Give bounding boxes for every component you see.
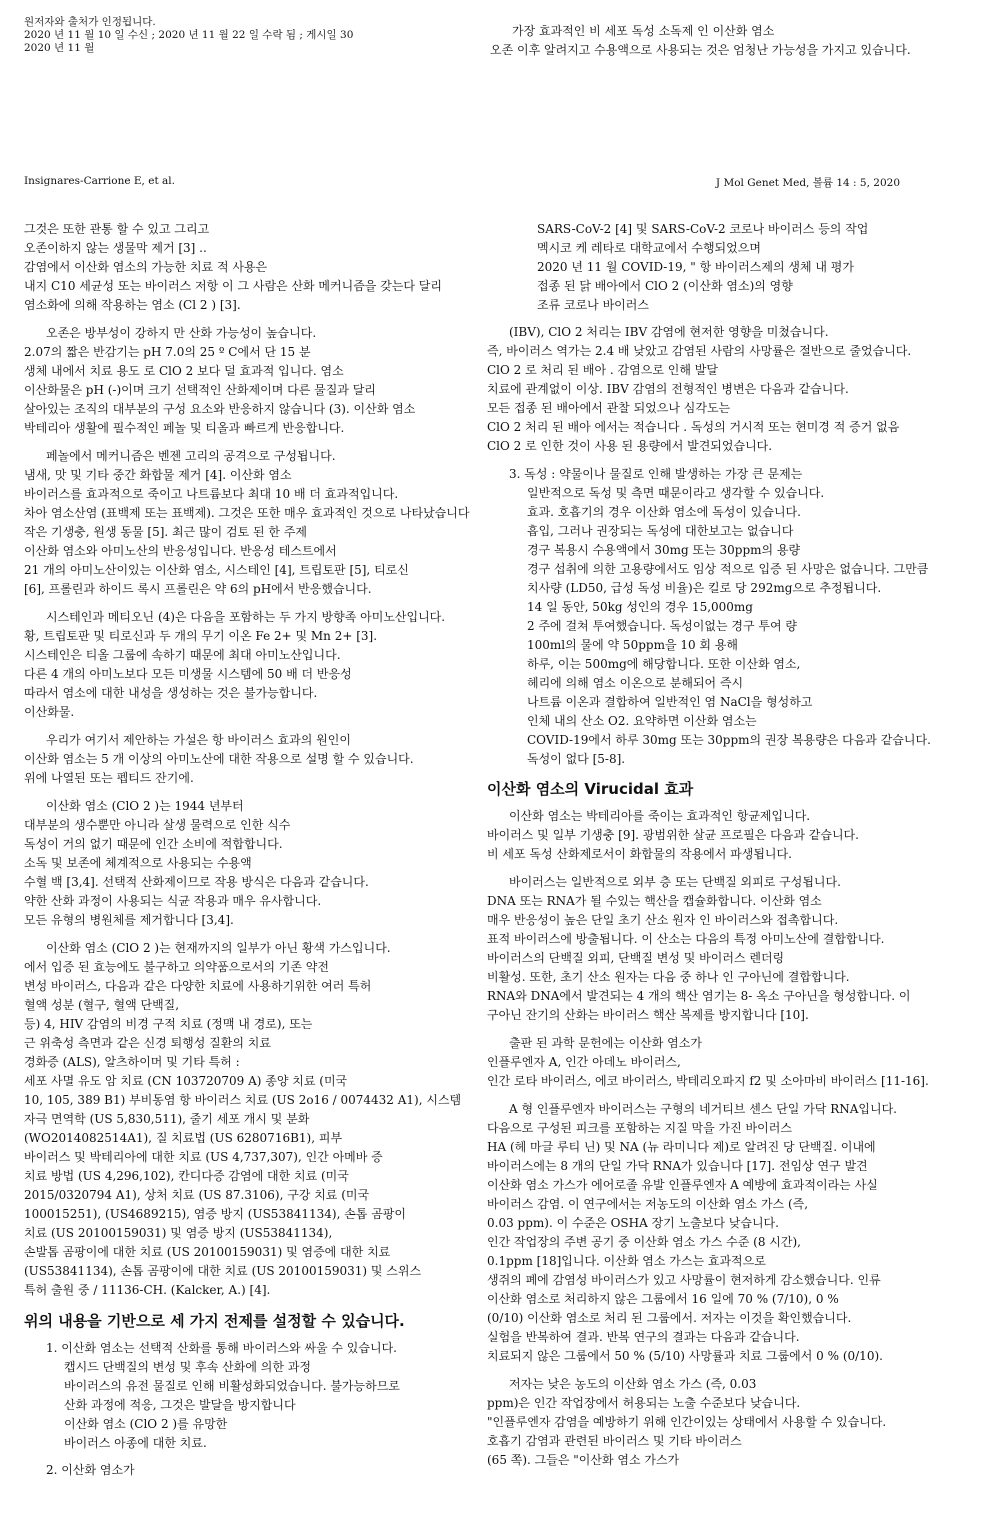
paragraph [487, 323, 987, 456]
text-line: 염소화에 의해 작용하는 염소 (Cl 2 ) [3]. [24, 298, 241, 312]
text-line: 10, 105, 389 B1) 부비동염 항 바이러스 치료 (US 2o16 / 0074432 A1), 시스템 [24, 1093, 462, 1107]
text-line: 3. 독성 : 약물이나 물질로 인해 발생하는 가장 큰 문제는 [509, 467, 803, 481]
text-line: 오존은 방부성이 강하지 만 산화 가능성이 높습니다. [46, 326, 317, 340]
text-line: 2. 이산화 염소가 [46, 1463, 135, 1477]
text-line: 2015/0320794 A1), 상처 치료 (US 87.3106), 구강 치료 (미국 [24, 1188, 370, 1202]
text-line: 변성 바이러스, 다음과 같은 다양한 치료에 사용하기위한 여러 특허 [24, 979, 372, 993]
text-line: 치료 방법 (US 4,296,102), 칸디다증 감염에 대한 치료 (미국 [24, 1169, 349, 1183]
text-line: A 형 인플루엔자 바이러스는 구형의 네거티브 센스 단일 가닥 RNA입니다. [509, 1102, 897, 1116]
left-column [24, 220, 490, 1488]
text-line: 시스테인은 티올 그룹에 속하기 때문에 최대 아미노산입니다. [24, 648, 341, 662]
text-line: 소독 및 보존에 체계적으로 사용되는 수용액 [24, 856, 252, 870]
text-line: 효과. 호흡기의 경우 이산화 염소에 독성이 있습니다. [527, 505, 801, 519]
text-line: 바이러스의 단백질 외피, 단백질 변성 및 바이러스 렌더링 [487, 951, 785, 965]
text-line: 14 일 동안, 50kg 성인의 경우 15,000mg [527, 600, 753, 614]
text-line: 이산화 염소 (ClO 2 )를 유망한 [64, 1417, 228, 1431]
text-line: 치료되지 않은 그룹에서 50 % (5/10) 사망률과 치료 그룹에서 0 % (0/10). [487, 1349, 883, 1363]
history-line: 2020 년 11 월 10 일 수신 ; 2020 년 11 월 22 일 수락 됨 ; 게시일 30 [24, 29, 354, 41]
text-line: 바이러스의 유전 물질로 인해 비활성화되었습니다. 불가능하므로 [64, 1379, 400, 1393]
text-line: 100ml의 물에 약 50ppm을 10 회 용해 [527, 638, 739, 652]
text-line: 독성이 거의 없기 때문에 인간 소비에 적합합니다. [24, 837, 283, 851]
text-line: 바이러스 및 일부 기생충 [9]. 광범위한 살균 프로필은 다음과 같습니다. [487, 828, 859, 842]
text-line: ClO 2 로 인한 것이 사용 된 용량에서 발견되었습니다. [487, 439, 773, 453]
text-line: 바이러스 아종에 대한 치료. [64, 1436, 207, 1450]
text-line: 오존이하지 않는 생물막 제거 [3] .. [24, 241, 207, 255]
text-line: 가장 효과적인 비 세포 독성 소독제 인 이산화 염소 [512, 24, 775, 38]
text-line: 바이러스에는 8 개의 단일 가닥 RNA가 있습니다 [17]. 전임상 연구 발견 [487, 1159, 868, 1173]
text-line: 인간 로타 바이러스, 에코 바이러스, 박테리오파지 f2 및 소아마비 바이러스 [11-16]. [487, 1074, 929, 1088]
text-line: 우리가 여기서 제안하는 가설은 항 바이러스 효과의 원인이 [46, 733, 351, 747]
paragraph [487, 873, 987, 1025]
text-line: 인간 작업장의 주변 공기 중 이산화 염소 가스 수준 (8 시간), [487, 1235, 801, 1249]
text-line: 경화증 (ALS), 알츠하이머 및 기타 특허 : [24, 1055, 240, 1069]
text-line: 치료 (US 20100159031) 및 염증 방지 (US53841134), [24, 1226, 333, 1240]
section-heading: 이산화 염소의 Virucidal 효과 [487, 780, 694, 798]
text-line: 바이러스 및 박테리아에 대한 치료 (US 4,737,307), 인간 아메바 증 [24, 1150, 383, 1164]
text-line: 경구 섭취에 의한 고용량에서도 임상 적으로 입증 된 사망은 없습니다. 그만큼 [527, 562, 929, 576]
text-line: 수혈 백 [3,4]. 선택적 산화제이므로 작용 방식은 다음과 같습니다. [24, 875, 369, 889]
text-line: (0/10) 이산화 염소로 처리 된 그룹에서. 저자는 이것을 확인했습니다. [487, 1311, 852, 1325]
paragraph [24, 447, 490, 599]
text-line: 감염에서 이산화 염소의 가능한 치료 적 사용은 [24, 260, 268, 274]
text-line: 이산화 염소는 5 개 이상의 아미노산에 대한 작용으로 설명 할 수 있습니다. [24, 752, 414, 766]
text-line: 바이러스는 일반적으로 외부 층 또는 단백질 외피로 구성됩니다. [509, 875, 841, 889]
paragraph [487, 1100, 987, 1366]
text-line: 내지 C10 세균성 또는 바이러스 저항 이 그 사람은 산화 메커니즘을 갖는다 달리 [24, 279, 442, 293]
text-line: 2 주에 걸쳐 투여했습니다. 독성이없는 경구 투여 량 [527, 619, 797, 633]
text-line: "인플루엔자 감염을 예방하기 위해 인간이있는 상태에서 사용할 수 있습니다. [487, 1415, 887, 1429]
text-line: 이산화물. [24, 705, 75, 719]
text-line: 21 개의 아미노산이있는 이산화 염소, 시스테인 [4], 트립토판 [5], 티로신 [24, 563, 409, 577]
list-item [24, 1461, 490, 1480]
text-line: 혈액 성분 (혈구, 혈액 단백질, [24, 998, 180, 1012]
text-line: 대부분의 생수뿐만 아니라 살생 물력으로 인한 식수 [24, 818, 291, 832]
text-line: 손발톱 곰팡이에 대한 치료 (US 20100159031) 및 염증에 대한 치료 [24, 1245, 391, 1259]
text-line: 이산화 염소로 처리하지 않은 그룹에서 16 일에 70 % (7/10), 0 % [487, 1292, 839, 1306]
paragraph [24, 939, 490, 1300]
text-line: ClO 2 로 처리 된 배아 . 감염으로 인해 발달 [487, 363, 718, 377]
text-line: 그것은 또한 관통 할 수 있고 그리고 [24, 222, 210, 236]
text-line: 독성이 없다 [5-8]. [527, 752, 626, 766]
paragraph [24, 608, 490, 722]
list-item [24, 1339, 490, 1453]
top-right-text [490, 22, 990, 60]
text-line: 이산화 염소는 박테리아를 죽이는 효과적인 항균제입니다. [509, 809, 811, 823]
paragraph [24, 797, 490, 930]
history-line: 2020 년 11 월 [24, 42, 95, 54]
text-line: 경구 복용시 수용액에서 30mg 또는 30ppm의 용량 [527, 543, 801, 557]
text-line: 호흡기 감염과 관련된 바이러스 및 기타 바이러스 [487, 1434, 742, 1448]
text-line: 시스테인과 메티오닌 (4)은 다음을 포함하는 두 가지 방향족 아미노산입니다. [46, 610, 446, 624]
text-line: 2.07의 짧은 반감기는 pH 7.0의 25 º C에서 단 15 분 [24, 345, 311, 359]
text-line: 출판 된 과학 문헌에는 이산화 염소가 [509, 1036, 702, 1050]
text-line: 구아닌 잔기의 산화는 바이러스 핵산 복제를 방지합니다 [10]. [487, 1008, 809, 1022]
text-line: 표적 바이러스에 방출됩니다. 이 산소는 다음의 특정 아미노산에 결합합니다. [487, 932, 885, 946]
text-line: (US53841134), 손톱 곰팡이에 대한 치료 (US 20100159031) 및 스위스 [24, 1264, 422, 1278]
text-line: 이산화 염소 (ClO 2 )는 현재까지의 일부가 아닌 황색 가스입니다. [46, 941, 391, 955]
text-line: 자극 면역학 (US 5,830,511), 줄기 세포 개시 및 분화 [24, 1112, 310, 1126]
text-line: 생체 내에서 치료 용도 로 ClO 2 보다 덜 효과적 입니다. 염소 [24, 364, 344, 378]
running-header-journal: J Mol Genet Med, 볼륨 14 : 5, 2020 [715, 177, 900, 189]
text-line: 치료에 관계없이 이상. IBV 감염의 전형적인 병변은 다음과 같습니다. [487, 382, 849, 396]
text-line: 조류 코로나 바이러스 [537, 298, 649, 312]
paragraph [487, 1375, 987, 1470]
right-column [487, 220, 987, 1479]
text-line: 2020 년 11 월 COVID-19, " 항 바이러스제의 생체 내 평가 [537, 260, 854, 274]
text-line: 냄새, 맛 및 기타 중간 화합물 제거 [4]. 이산화 염소 [24, 468, 292, 482]
publication-history [24, 16, 464, 55]
text-line: DNA 또는 RNA가 될 수있는 핵산을 캡슐화합니다. 이산화 염소 [487, 894, 822, 908]
text-line: 생쥐의 폐에 감염성 바이러스가 있고 사망률이 현저하게 감소했습니다. 인류 [487, 1273, 881, 1287]
text-line: 다른 4 개의 아미노보다 모든 미생물 시스템에 50 배 더 반응성 [24, 667, 352, 681]
text-line: 100015251), (US4689215), 염증 방지 (US53841134), 손톱 곰팡이 [24, 1207, 406, 1221]
text-line: (IBV), ClO 2 처리는 IBV 감염에 현저한 영향을 미쳤습니다. [509, 325, 829, 339]
text-line: 매우 반응성이 높은 단일 초기 산소 원자 인 바이러스와 접촉합니다. [487, 913, 839, 927]
text-line: 특허 출원 중 / 11136-CH. (Kalcker, A.) [4]. [24, 1283, 271, 1297]
text-line: 등) 4, HIV 감염의 비경 구적 치료 (정맥 내 경로), 또는 [24, 1017, 313, 1031]
text-line: ClO 2 처리 된 배아 에서는 적습니다 . 독성의 거시적 또는 현미경 적 증거 없음 [487, 420, 900, 434]
text-line: 캡시드 단백질의 변성 및 후속 산화에 의한 과정 [64, 1360, 311, 1374]
text-line: 흡입, 그러나 권장되는 독성에 대한보고는 없습니다 [527, 524, 794, 538]
text-line: (WO2014082514A1), 질 치료법 (US 6280716B1), 피부 [24, 1131, 343, 1145]
text-line: 바이러스 감염. 이 연구에서는 저농도의 이산화 염소 가스 (즉, [487, 1197, 809, 1211]
paragraph [24, 220, 490, 315]
section-heading: 위의 내용을 기반으로 세 가지 전제를 설정할 수 있습니다. [24, 1312, 405, 1330]
text-line: 오존 이후 알려지고 수용액으로 사용되는 것은 엄청난 가능성을 가지고 있습니다. [490, 43, 911, 57]
running-header-authors: Insignares-Carrione E, et al. [24, 175, 175, 187]
text-line: 하루, 이는 500mg에 해당합니다. 또한 이산화 염소, [527, 657, 801, 671]
text-line: 멕시코 케 레타로 대학교에서 수행되었으며 [537, 241, 761, 255]
text-line: 접종 된 닭 배아에서 ClO 2 (이산화 염소)의 영향 [537, 279, 793, 293]
text-line: [6], 프롤린과 하이드 록시 프롤린은 약 6의 pH에서 반응했습니다. [24, 582, 372, 596]
text-line: 비 세포 독성 산화제로서이 화합물의 작용에서 파생됩니다. [487, 847, 792, 861]
text-line: 박테리아 생활에 필수적인 페놀 및 티올과 빠르게 반응합니다. [24, 421, 345, 435]
text-line: 이산화 염소와 아미노산의 반응성입니다. 반응성 테스트에서 [24, 544, 337, 558]
text-line: 일반적으로 독성 및 측면 때문이라고 생각할 수 있습니다. [527, 486, 825, 500]
text-line: 나트륨 이온과 결합하여 일반적인 염 NaCl을 형성하고 [527, 695, 813, 709]
text-line: 인플루엔자 A, 인간 아데노 바이러스, [487, 1055, 681, 1069]
text-line: 이산화물은 pH (-)이며 크기 선택적인 산화제이며 다른 물질과 달리 [24, 383, 376, 397]
text-line: 근 위축성 측면과 같은 신경 퇴행성 질환의 치료 [24, 1036, 271, 1050]
paragraph [24, 731, 490, 788]
text-line: (65 쪽). 그들은 "이산화 염소 가스가 [487, 1453, 680, 1467]
paragraph [24, 324, 490, 438]
text-line: 치사량 (LD50, 급성 독성 비율)은 킬로 당 292mg으로 추정됩니다. [527, 581, 882, 595]
text-line: 작은 기생충, 원생 동물 [5]. 최근 많이 검토 된 한 주제 [24, 525, 308, 539]
text-line: 이산화 염소 가스가 에어로졸 유발 인플루엔자 A 예방에 효과적이라는 사실 [487, 1178, 878, 1192]
text-line: 실험을 반복하여 결과. 반복 연구의 결과는 다음과 같습니다. [487, 1330, 800, 1344]
text-line: 즉, 바이러스 역가는 2.4 배 낮았고 감염된 사람의 사망률은 절반으로 줄었습니다. [487, 344, 912, 358]
text-line: 모든 유형의 병원체를 제거합니다 [3,4]. [24, 913, 234, 927]
text-line: 1. 이산화 염소는 선택적 산화를 통해 바이러스와 싸울 수 있습니다. [46, 1341, 397, 1355]
text-line: 인체 내의 산소 O2. 요약하면 이산화 염소는 [527, 714, 757, 728]
history-line: 원저자와 출처가 인정됩니다. [24, 16, 156, 28]
text-line: HA (헤 마글 루티 닌) 및 NA (뉴 라미니다 제)로 알려진 당 단백질. 이내에 [487, 1140, 876, 1154]
text-line: 바이러스를 효과적으로 죽이고 나트륨보다 최대 10 배 더 효과적입니다. [24, 487, 399, 501]
text-line: 차아 염소산염 (표백제 또는 표백제). 그것은 또한 매우 효과적인 것으로 나타났습니다 [24, 506, 470, 520]
text-line: 약한 산화 과정이 사용되는 식균 작용과 매우 유사합니다. [24, 894, 322, 908]
text-line: 살아있는 조직의 대부분의 구성 요소와 반응하지 않습니다 (3). 이산화 염소 [24, 402, 416, 416]
text-line: SARS-CoV-2 [4] 및 SARS-CoV-2 코로나 바이러스 등의 작업 [537, 222, 869, 236]
text-line: 위에 나열된 또는 펩티드 잔기에. [24, 771, 194, 785]
text-line: 모든 접종 된 배아에서 관찰 되었으나 심각도는 [487, 401, 731, 415]
text-line: 따라서 염소에 대한 내성을 생성하는 것은 불가능합니다. [24, 686, 318, 700]
list-item [487, 465, 987, 769]
text-line: 황, 트립토판 및 티로신과 두 개의 무기 이온 Fe 2+ 및 Mn 2+ [3]. [24, 629, 378, 643]
text-line: 이산화 염소 (ClO 2 )는 1944 년부터 [46, 799, 244, 813]
text-line: 저자는 낮은 농도의 이산화 염소 가스 (즉, 0.03 [509, 1377, 757, 1391]
paragraph [487, 1034, 987, 1091]
text-line: 0.1ppm [18]입니다. 이산화 염소 가스는 효과적으로 [487, 1254, 766, 1268]
text-line: RNA와 DNA에서 발견되는 4 개의 핵산 염기는 8- 옥소 구아닌을 형성합니다. 이 [487, 989, 911, 1003]
text-line: ppm)은 인간 작업장에서 허용되는 노출 수준보다 낮습니다. [487, 1396, 801, 1410]
text-line: 0.03 ppm). 이 수준은 OSHA 장기 노출보다 낮습니다. [487, 1216, 779, 1230]
text-line: 헤리에 의해 염소 이온으로 분해되어 즉시 [527, 676, 744, 690]
list-item-continuation [487, 220, 987, 315]
text-line: 페놀에서 메커니즘은 벤젠 고리의 공격으로 구성됩니다. [46, 449, 336, 463]
text-line: COVID-19에서 하루 30mg 또는 30ppm의 권장 복용량은 다음과 같습니다. [527, 733, 931, 747]
paragraph [487, 807, 987, 864]
text-line: 산화 과정에 적응, 그것은 발달을 방지합니다 [64, 1398, 296, 1412]
text-line: 다음으로 구성된 피크를 포함하는 지질 막을 가진 바이러스 [487, 1121, 792, 1135]
text-line: 에서 입증 된 효능에도 불구하고 의약품으로서의 기존 약전 [24, 960, 329, 974]
text-line: 비활성. 또한, 초기 산소 원자는 다음 중 하나 인 구아닌에 결합합니다. [487, 970, 850, 984]
text-line: 세포 사멸 유도 암 치료 (CN 103720709 A) 종양 치료 (미국 [24, 1074, 348, 1088]
